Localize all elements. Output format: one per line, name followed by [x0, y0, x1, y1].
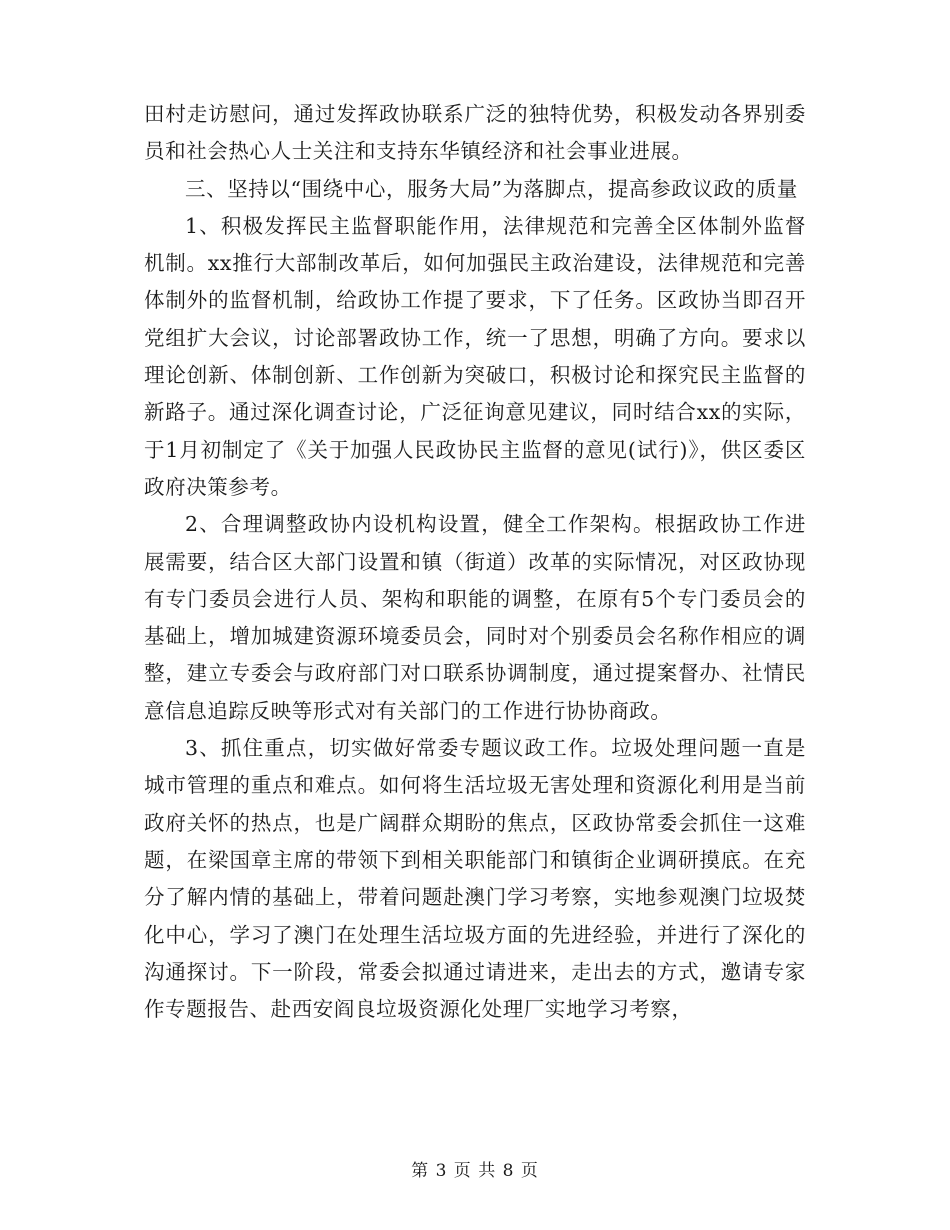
paragraph-item-3: 3、抓住重点，切实做好常委专题议政工作。垃圾处理问题一直是城市管理的重点和难点。如何将生活垃圾无害处理和资源化利用是当前政府关怀的热点，也是广阔群众期盼的焦点，区政协常委会抓住一这难题，在梁国章主席的带领下到相关职能部门和镇街企业调研摸底。在充分了解内情的基础上，带着问题赴澳门学习考察，实地参观澳门垃圾焚化中心，学习了澳门在处理生活垃圾方面的先进经验，并进行了深化的沟通探讨。下一阶段，常委会拟通过请进来，走出去的方式，邀请专家作专题报告、赴西安阎良垃圾资源化处理厂实地学习考察， — [144, 736, 806, 1022]
paragraph-item-1: 1、积极发挥民主监督职能作用，法律规范和完善全区体制外监督机制。xx推行大部制改革后，如何加强民主政治建设，法律规范和完善体制外的监督机制，给政协工作提了要求，下了任务。区政协当即召开党组扩大会议，讨论部署政协工作，统一了思想，明确了方向。要求以理论创新、体制创新、工作创新为突破口，积极讨论和探究民主监督的新路子。通过深化调查讨论，广泛征询意见建议，同时结合xx的实际，于1月初制定了《关于加强人民政协民主监督的意见(试行)》，供区委区政府决策参考。 — [144, 213, 806, 499]
paragraph-item-2: 2、合理调整政协内设机构设置，健全工作架构。根据政协工作进展需要，结合区大部门设置和镇（街道）改革的实际情况，对区政协现有专门委员会进行人员、架构和职能的调整，在原有5个专门委员会的基础上，增加城建资源环境委员会，同时对个别委员会名称作相应的调整，建立专委会与政府部门对口联系协调制度，通过提案督办、社情民意信息追踪反映等形式对有关部门的工作进行协协商政。 — [144, 512, 806, 723]
page-footer — [0, 1156, 950, 1181]
section-heading-3: 三、坚持以“围绕中心，服务大局”为落脚点，提高参政议政的质量 — [185, 176, 798, 201]
page-number-text: 第 3 页 共 8 页 — [411, 1161, 539, 1181]
document-body — [144, 96, 806, 1028]
paragraph-0: 田村走访慰问，通过发挥政协联系广泛的独特优势，积极发动各界别委员和社会热心人士关注和支持东华镇经济和社会事业进展。 — [144, 102, 806, 164]
